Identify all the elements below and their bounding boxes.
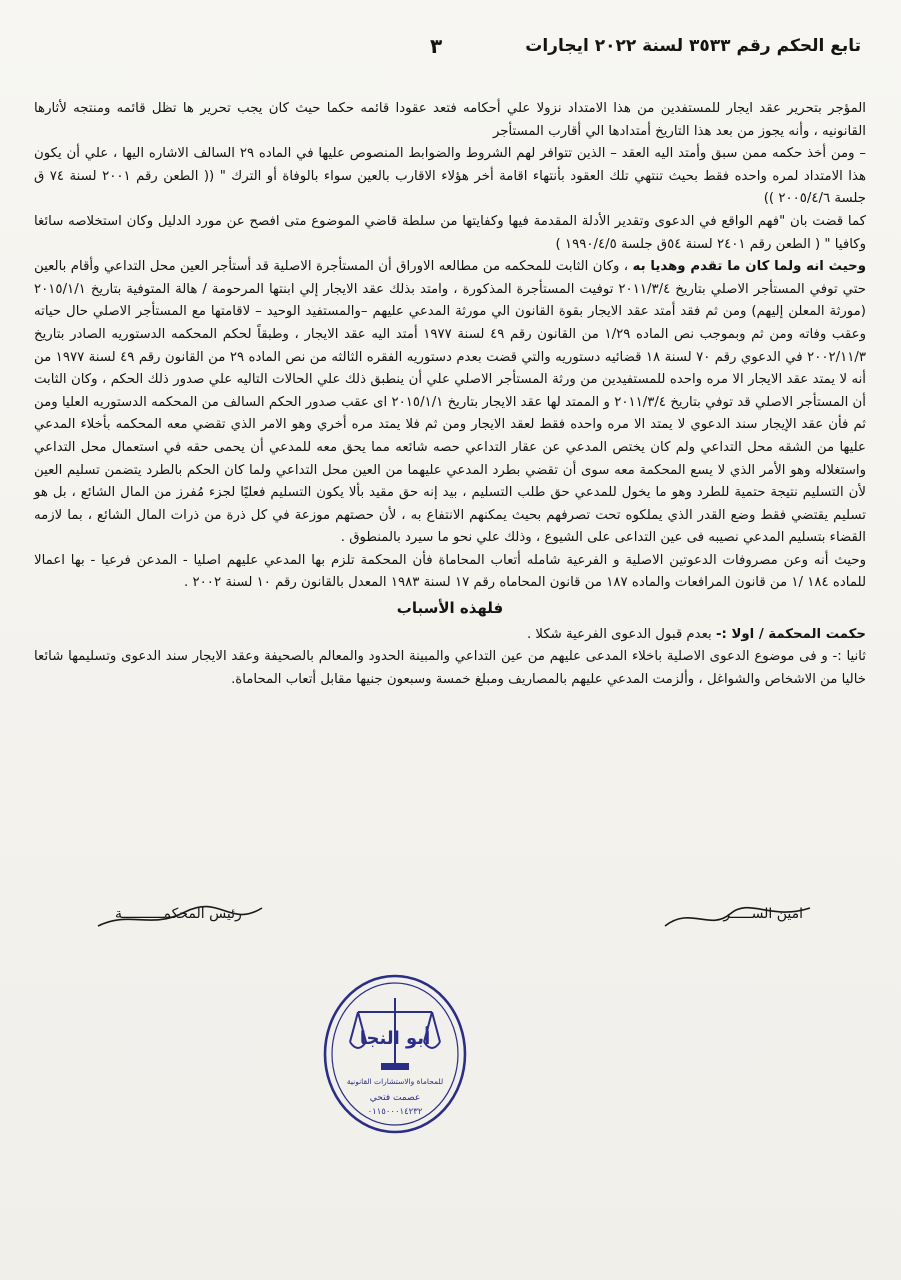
paragraph-facts-lead: وحيث انه ولما كان ما تقدم وهديا به	[632, 259, 866, 275]
paragraph-facts	[34, 256, 866, 550]
seal-phone: ٠١١٥٠٠٠١٤٢٣٢	[367, 1107, 423, 1117]
page-number: ٣	[430, 34, 443, 58]
president-handwritten-signature	[90, 898, 270, 938]
case-reference-title: تابع الحكم رقم ٣٥٣٣ لسنة ٢٠٢٢ ايجارات	[525, 36, 861, 56]
paragraph-court-precedent: كما قضت بان "فهم الواقع في الدعوى وتقدير الأدلة المقدمة فيها وكفايتها من سلطة قاضي الموضوع متى افصح عن مورد الدليل وكان استخلاصه سائغا وكافيا " ( الطعن رقم ٢٤٠١ لسنة ٥٤ق جلسة ١٩٩٠/٤/٥ )	[34, 213, 866, 252]
seal-subtitle: للمحاماة والاستشارات القانونية	[346, 1077, 444, 1086]
judgment-body	[34, 98, 866, 691]
paragraph-lease-extension: المؤجر بتحرير عقد ايجار للمستفدين من هذا الامتداد نزولا علي أحكامه فتعد عقودا قائمه حكما حيث كان يجب تحرير ها تظل قائمه ومنتجه لأثارها القانونيه ، وأنه يجوز من بعد هذا التاريخ أمتدادها الي أقارب المستأجر	[34, 101, 866, 139]
secretary-handwritten-signature	[660, 896, 820, 936]
lawyer-seal-stamp	[320, 972, 470, 1137]
page-header	[40, 36, 861, 66]
ruling-second: ثانيا :- و فى موضوع الدعوى الاصلية باخلاء المدعى عليهم من عين التداعي والمبينة الحدود والمعالم بالصحيفة وعقد الايجار سند الدعوى وتسليمها شائعا خاليا من الاشخاص والشواغل ، وألزمت المدعي عليهم بالمصاريف ومبلغ خمسة وسبعون جنيها مقابل أتعاب المحاماة.	[34, 649, 866, 687]
seal-name: أبو النجا	[359, 1028, 431, 1049]
seal-owner: عصمت فتحي	[369, 1093, 421, 1103]
ruling-lead: حكمت المحكمة / اولا :-	[716, 626, 866, 642]
paragraph-costs: وحيث أنه وعن مصروفات الدعوتين الاصلية و الفرعية شامله أتعاب المحاماة فأن المحكمة تلزم بها المدعي عليهم اصليا - المدعن فرعيا - بها اعمالا للماده ١٨٤ /١ من قانون المرافعات والماده ١٨٧ من قانون المحاماه رقم ١٧ لسنة ١٩٨٣ المعدل بالقانون رقم ١٠ لسنة ٢٠٠٢ .	[34, 552, 866, 591]
ruling-first	[34, 624, 866, 647]
president-signature-label: رئيس المحكمــــــــــة	[115, 906, 242, 922]
ruling-first-text: بعدم قبول الدعوى الفرعية شكلا .	[526, 626, 712, 642]
reasons-heading: فلهذه الأسباب	[396, 599, 504, 618]
paragraph-extension-conditions: – ومن أخذ حكمه ممن سبق وأمتد اليه العقد – الذين تتوافر لهم الشروط والضوابط المنصوص عليها في الماده ٢٩ السالف الاشاره اليها ، علي أن يكون هذا الامتداد لمره واحده فقط بحيث تنتهي تلك العقود بأنتهاء اقامة أخر هؤلاء الاقارب بالعين سواء بالوفاة أو الترك " (( الطعن رقم ٢٠٠١ لسنة ٧٤ ق جلسة ٢٠٠٥/٤/٦ ))	[34, 146, 866, 207]
paragraph-facts-text: ، وكان الثابت للمحكمه من مطالعه الاوراق أن المستأجرة الاصلية قد أستأجر العين محل التداعي وأقام بالعين حتي توفي المستأجر الاصلي بتاريخ ٢٠١١/٣/٤ توفيت المستأجرة المذكورة ، وامتد بذلك عقد الايجار إلي ابنتها المرحومة / هالة المتوفية بتاريخ ٢٠١٥/١/١ (مورثة المعلن إليهم) ومن ثم فقد أمتد عقد الايجار بقوة القانون الي مورثة المدعي عليهم –والمستفيد الوحيد – لاقامتها مع المستأجر الاصلي حال حياته وعقب وفاته ومن ثم وبموجب نص الماده ١/٢٩ من القانون رقم ٤٩ لسنة ١٩٧٧ أمتد اليه عقد الايجار ، وطبقاً لحكم المحكمه الدستوريه الصادر بتاريخ ٢٠٠٢/١١/٣ في الدعوي رقم ٧٠ لسنة ١٨ قضائيه دستوريه والتي قضت بعدم دستوريه الفقره الثالثه من نص الماده ٢٩ من القانون رقم ٤٩ لسنة ١٩٧٧ من أنه لا يمتد عقد الايجار الا مره واحده للمستفيدين من ورثة المستأجر الاصلي علي أن ينطبق ذلك علي الحالات التاليه علي صدور ذلك الحكم ، وكان الثابت أن المستأجر الاصلي قد توفي بتاريخ ٢٠١١/٣/٤ و الممتد لها عقد الايجار بتاريخ ٢٠١٥/١/١ اى عقب صدور الحكم السالف من المحكمه الدستوريه العليا ومن ثم فأن عقد الإيجار سند الدعوي لا يمتد الا مره واحده فقط لعقد الايجار ومن ثم فلا يمتد مره أخري وهو الامر الذي تقضي معه المحكمه بأخلاء المدعي عليها من الشقه محل التداعي ولم كان يختص المدعي عن عقار التداعي حصه شائعه مما يحق معه للمدعي أن يحمى حقه في استعمال محل التداعي واستغلاله وهو الأمر الذي لا يسع المحكمة معه سوى أن تقضي بطرد المدعي عليهما من العين محل التداعي ولما كان الحكم بالطرد يتضمن تسليم العين لأن التسليم نتيجة حتمية للطرد وهو ما يخول للمدعي حق طلب التسليم ، بيد إنه حق مقيد بألا يكون التسليم فعليًا لجزء مُفرز من المال الشائع ، بل هو تسليم يقتضي فقط وضع القدر الذي يملكوه تحت تصرفهم بحيث يمكنهم الانتفاع به ، لأن حصتهم موزعة في كل ذرة من ذرات المال الشائع ، بما لازمه القضاء بتسليم المدعي نصيبه فى عين التداعى على الشيوع ، وذلك علي نحو ما سيرد بالمنطوق .	[34, 259, 867, 546]
secretary-signature-label: امين الســـــر	[723, 906, 803, 922]
